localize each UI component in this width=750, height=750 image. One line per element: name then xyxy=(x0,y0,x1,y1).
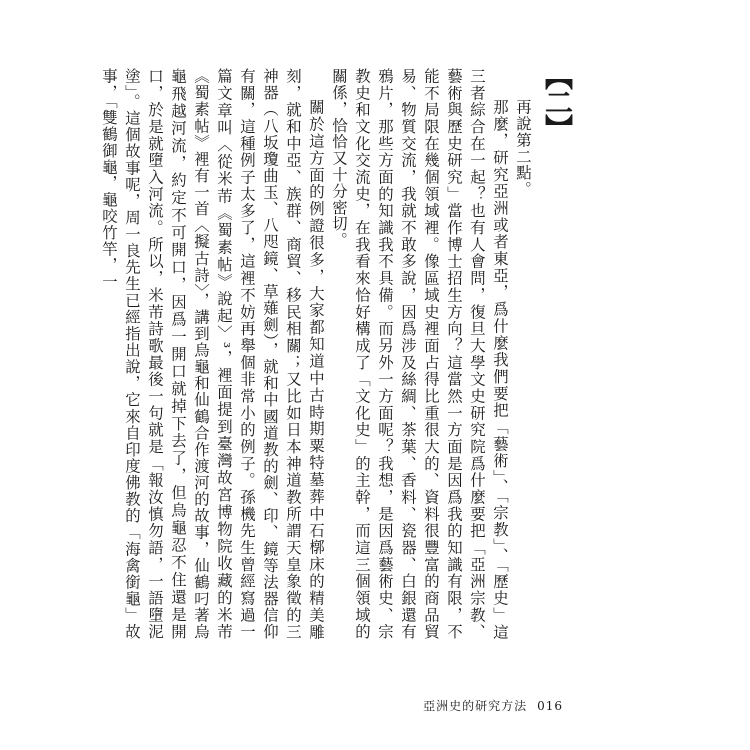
paragraph: 關於這方面的例證很多，大家都知道中古時期粟特墓葬中石槨床的精美雕刻，就和中亞、族群、商貿、移民相關；又比如日本神道教所謂天皇象徵的三神器（八坂瓊曲玉、八咫鏡、草薙劍），就和中國道教的劍、印、鏡等法器信仰有關，這種例子太多了，這裡不妨再舉個非常小的例子。孫機先生曾經寫過一篇文章叫〈從米芾《蜀素帖》說起〉³，裡面提到臺灣故宮博物院收藏的米芾《蜀素帖》裡有一首〈擬古詩〉，講到烏龜和仙鶴合作渡河的故事，仙鶴叼著烏龜飛越河流，約定不可開口，因爲一開口就掉下去了，但烏龜忍不住還是開口，於是就墮入河流。所以，米芾詩歌最後一句就是「報汝慎勿語，一語墮泥塗」。這個故事呢，周一良先生已經指出說，它來自印度佛教的「海禽銜龜」故事，「雙鶴御龜，龜咬竹竿，一 xyxy=(100,68,325,640)
paragraph: 再說第二點。 xyxy=(514,98,532,198)
page-footer xyxy=(423,697,563,714)
section-heading: 【二】 xyxy=(541,62,574,140)
body-text xyxy=(100,68,534,640)
paragraph: 那麼，研究亞洲或者東亞，爲什麼我們要把「藝術」、「宗教」、「歷史」這三者綜合在一起？也有人會問，復旦大學文史研究院爲什麼要把「亞洲宗教、藝術與歷史研究」當作博士招生方向？這當然一方面是因爲我的知識有限，不能不局限在幾個領域裡。像區域史裡面占得比重很大的、資料很豐富的商品貿易、物質交流，我就不敢多說，因爲涉及絲綢、茶葉、香料、瓷器、白銀還有鴉片，那些方面的知識我不具備。而另外一方面呢？我想，是因爲藝術史、宗教史和文化交流史，在我看來恰好構成了「文化史」的主幹，而這三個領域的關係，恰恰又十分密切。 xyxy=(330,68,509,640)
page-number: 016 xyxy=(537,699,563,713)
running-title: 亞洲史的研究方法 xyxy=(423,699,528,713)
